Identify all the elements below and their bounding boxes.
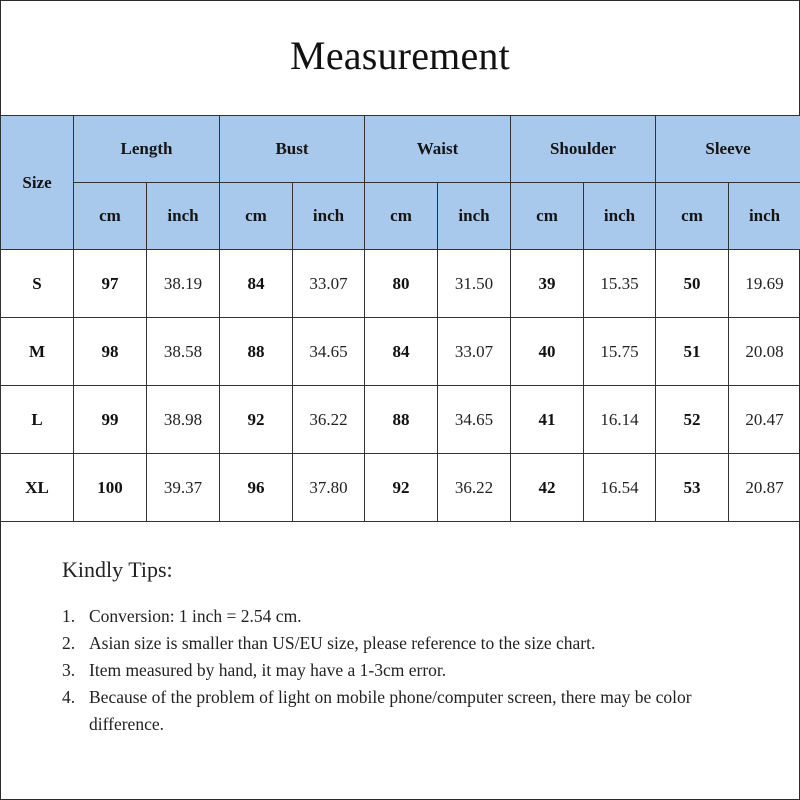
unit-header: cm: [74, 183, 147, 250]
unit-header: cm: [511, 183, 584, 250]
tips-section: [62, 557, 762, 738]
unit-header: cm: [656, 183, 729, 250]
tip-text: Asian size is smaller than US/EU size, please reference to the size chart.: [89, 633, 596, 653]
sleeve-cm: 51: [656, 318, 729, 386]
tips-list: [62, 603, 762, 738]
unit-header: inch: [293, 183, 365, 250]
unit-header: cm: [220, 183, 293, 250]
length-inch: 38.58: [147, 318, 220, 386]
sleeve-cm: 52: [656, 386, 729, 454]
tip-text: Item measured by hand, it may have a 1-3cm error.: [89, 660, 447, 680]
shoulder-cm: 39: [511, 250, 584, 318]
size-label: XL: [1, 454, 74, 522]
tip-item: [62, 630, 762, 657]
shoulder-header: Shoulder: [511, 116, 656, 183]
shoulder-inch: 16.54: [584, 454, 656, 522]
bust-inch: 34.65: [293, 318, 365, 386]
tip-number: 4.: [62, 687, 76, 707]
unit-header: inch: [584, 183, 656, 250]
tips-title: Kindly Tips:: [62, 557, 173, 582]
bust-cm: 92: [220, 386, 293, 454]
size-label: M: [1, 318, 74, 386]
sleeve-inch: 20.47: [729, 386, 800, 454]
bust-cm: 84: [220, 250, 293, 318]
size-chart-table: [0, 115, 800, 522]
shoulder-inch: 16.14: [584, 386, 656, 454]
waist-inch: 34.65: [438, 386, 511, 454]
table-row: [1, 318, 800, 386]
length-cm: 97: [74, 250, 147, 318]
tip-number: 2.: [62, 633, 76, 653]
sleeve-cm: 50: [656, 250, 729, 318]
shoulder-cm: 41: [511, 386, 584, 454]
tip-item: [62, 684, 762, 738]
table-row: [1, 386, 800, 454]
length-cm: 100: [74, 454, 147, 522]
shoulder-inch: 15.35: [584, 250, 656, 318]
waist-cm: 88: [365, 386, 438, 454]
bust-cm: 88: [220, 318, 293, 386]
size-label: L: [1, 386, 74, 454]
length-cm: 99: [74, 386, 147, 454]
bust-header: Bust: [220, 116, 365, 183]
length-inch: 38.98: [147, 386, 220, 454]
unit-header: inch: [147, 183, 220, 250]
tip-item: [62, 603, 762, 630]
sleeve-header: Sleeve: [656, 116, 800, 183]
page-title: Measurement: [290, 33, 510, 78]
waist-cm: 80: [365, 250, 438, 318]
length-inch: 39.37: [147, 454, 220, 522]
tip-number: 3.: [62, 660, 76, 680]
waist-cm: 84: [365, 318, 438, 386]
sleeve-inch: 20.08: [729, 318, 800, 386]
sleeve-inch: 19.69: [729, 250, 800, 318]
table-row: [1, 250, 800, 318]
sleeve-inch: 20.87: [729, 454, 800, 522]
tip-item: [62, 657, 762, 684]
length-cm: 98: [74, 318, 147, 386]
unit-header: cm: [365, 183, 438, 250]
shoulder-cm: 40: [511, 318, 584, 386]
sleeve-cm: 53: [656, 454, 729, 522]
size-label: S: [1, 250, 74, 318]
waist-inch: 36.22: [438, 454, 511, 522]
bust-inch: 33.07: [293, 250, 365, 318]
table-row: [1, 454, 800, 522]
tip-text: Because of the problem of light on mobile phone/computer screen, there may be color difference.: [89, 687, 692, 734]
bust-cm: 96: [220, 454, 293, 522]
length-inch: 38.19: [147, 250, 220, 318]
length-header: Length: [74, 116, 220, 183]
tip-text: Conversion: 1 inch = 2.54 cm.: [89, 606, 302, 626]
tip-number: 1.: [62, 606, 76, 626]
waist-header: Waist: [365, 116, 511, 183]
size-column-header: Size: [1, 116, 74, 250]
waist-inch: 33.07: [438, 318, 511, 386]
shoulder-inch: 15.75: [584, 318, 656, 386]
bust-inch: 36.22: [293, 386, 365, 454]
shoulder-cm: 42: [511, 454, 584, 522]
waist-inch: 31.50: [438, 250, 511, 318]
waist-cm: 92: [365, 454, 438, 522]
unit-header: inch: [438, 183, 511, 250]
unit-header: inch: [729, 183, 800, 250]
bust-inch: 37.80: [293, 454, 365, 522]
